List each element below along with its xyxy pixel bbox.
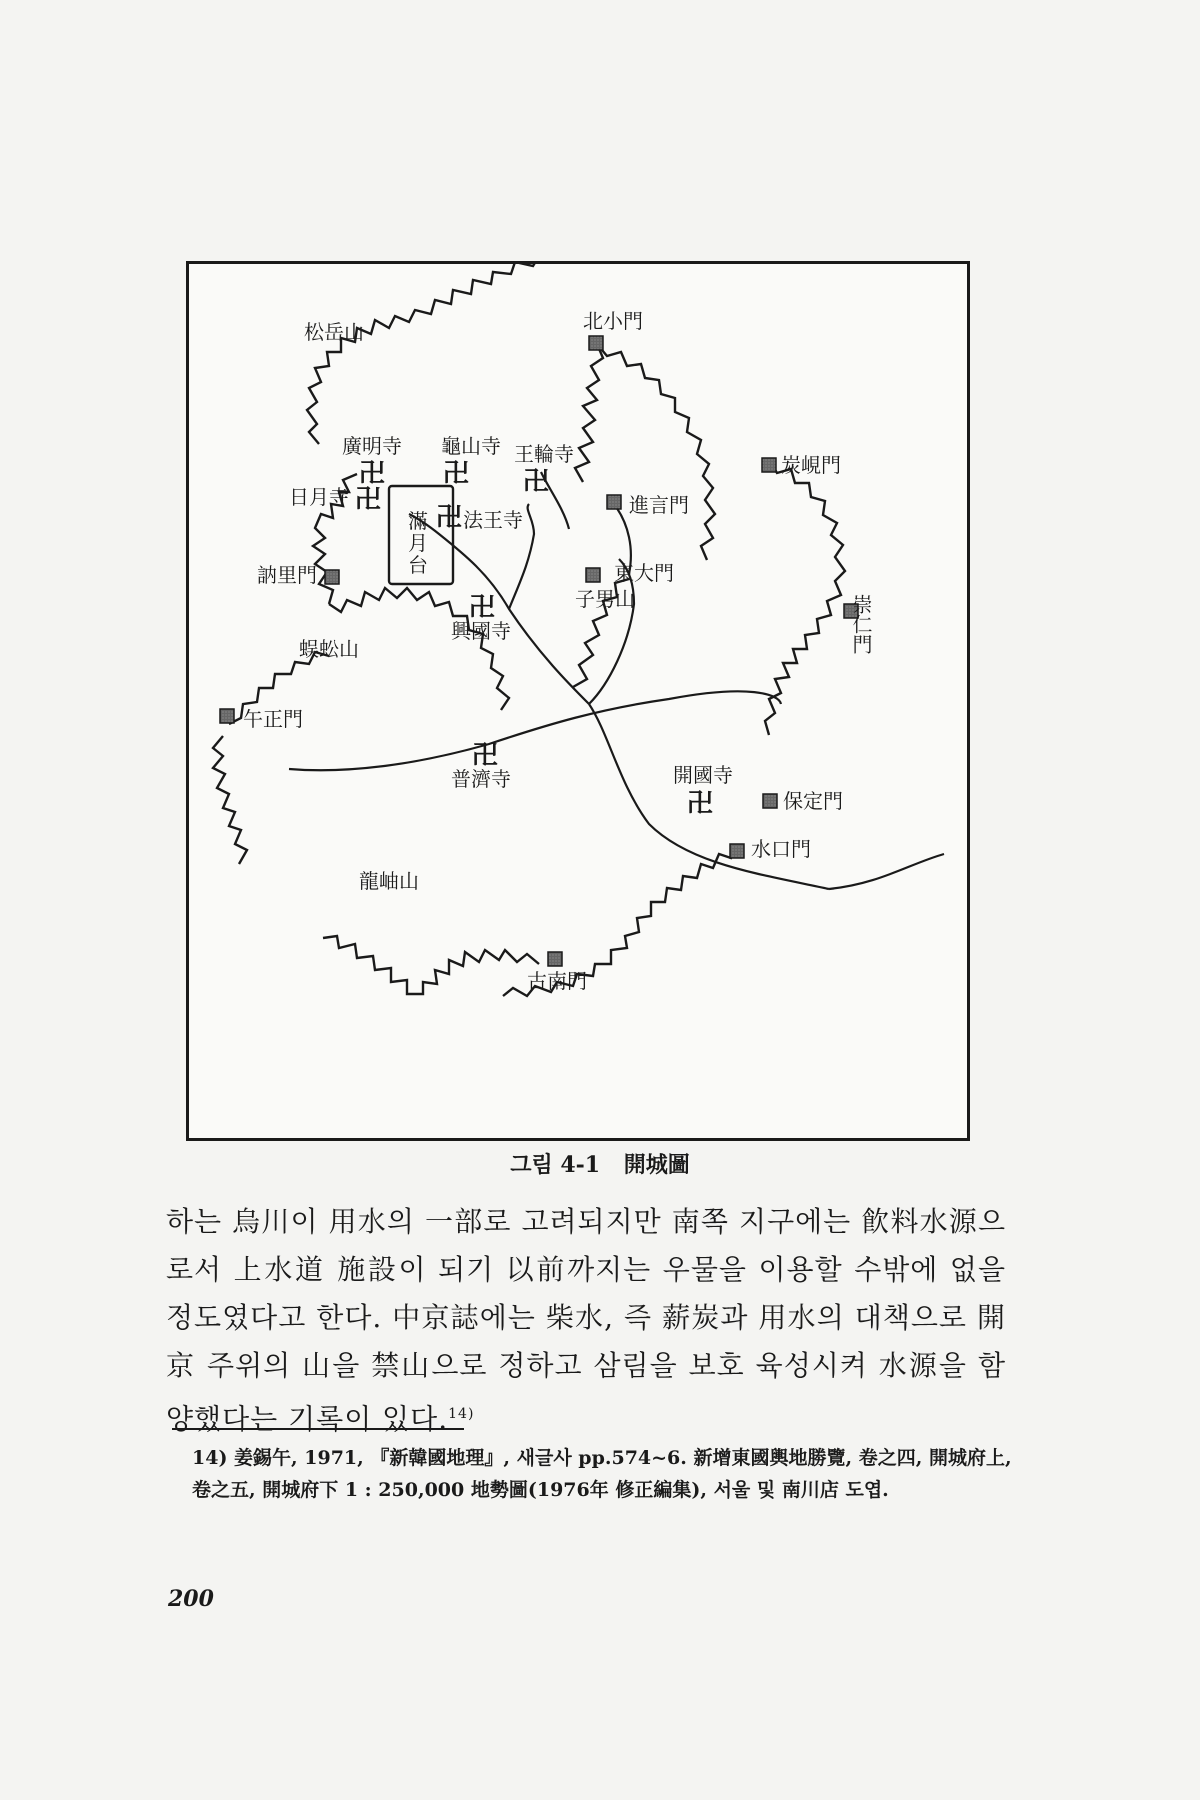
- gate-marker-bojimun: [763, 794, 777, 808]
- palace-char-1: 滿: [408, 509, 428, 533]
- temple-symbol-gaeguk: 卍: [687, 789, 714, 819]
- kaesong-map: [189, 264, 967, 1138]
- temple-symbol-wangnyun: 卍: [523, 467, 550, 497]
- body-paragraph-text: 하는 烏川이 用水의 一部로 고려되지만 南쪽 지구에는 飮料水源으로서 上水道 施設이 되기 以前까지는 우물을 이용할 수밖에 없을 정도였다고 한다. 中京誌에는 柴水, 즉 薪炭과 用水의 대책으로 開京 주위의 山을 禁山으로 정하고 삼림을 보호 육성시켜 水源을 함양했다는 기록이 있다.: [166, 1205, 1006, 1436]
- main-stream: [289, 691, 781, 770]
- label-tanhyeonmun: 炭峴門: [781, 453, 841, 477]
- footnote-divider: [172, 1428, 464, 1430]
- palace-char-2: 月: [408, 531, 428, 555]
- label-sugumun: 水口門: [751, 837, 811, 861]
- label-gonammun: 古南門: [527, 969, 587, 993]
- label-heungguk: 興國寺: [451, 619, 511, 643]
- label-wangnyun: 王輪寺: [514, 442, 574, 466]
- gate-marker-buksomun: [589, 336, 603, 350]
- figure-number: 그림 4-1: [510, 1152, 601, 1178]
- gate-marker-gonammun: [548, 952, 562, 966]
- label-buksomun: 北小門: [583, 309, 643, 333]
- body-paragraph: [166, 1198, 1006, 1443]
- label-janam: 子男山: [575, 587, 635, 611]
- footnote: 14) 姜錫午, 1971, 『新韓國地理』, 새글사 pp.574~6. 新增東國輿地勝覽, 卷之四, 開城府上, 卷之五, 開城府下 1 : 250,000 地勢圖(1976年 修正編集), 서울 및 南川店 도엽.: [192, 1447, 1012, 1501]
- temple-symbol-bojesa: 卍: [472, 741, 499, 771]
- stream-heungguk: [409, 514, 589, 704]
- figure-title: 開城圖: [623, 1152, 690, 1178]
- label-sungin-1: 崇仁門: [849, 594, 873, 654]
- label-nurimun: 訥里門: [257, 563, 317, 587]
- wall-north: [307, 264, 617, 444]
- wall-southwest: [213, 736, 247, 864]
- wall-northeast: [597, 344, 715, 560]
- label-yongsu: 龍岫山: [359, 869, 419, 893]
- palace-char-3: 台: [408, 553, 428, 577]
- temple-symbol-beopwang: 卍: [436, 503, 463, 533]
- label-gaeguk: 開國寺: [673, 763, 733, 787]
- stream-to-sugumun: [829, 854, 944, 889]
- label-gusan: 龜山寺: [441, 434, 501, 458]
- temple-symbol-gwangmyeong: 卍: [359, 459, 386, 489]
- label-dongdaemun: 東大門: [614, 561, 674, 585]
- label-songak: 松岳山: [304, 320, 364, 344]
- gate-marker-dongdaemun: [586, 568, 600, 582]
- label-beopwang: 法王寺: [463, 508, 523, 532]
- map-frame: [186, 261, 970, 1141]
- label-bojesa: 普濟寺: [451, 767, 511, 791]
- gate-marker-sugumun: [730, 844, 744, 858]
- outer-wall: [213, 264, 845, 996]
- page-number: 200: [168, 1586, 214, 1612]
- label-jineonmun: 進言門: [629, 493, 689, 517]
- label-irwol: 日月寺: [289, 485, 349, 509]
- footnote-reference: 14): [448, 1406, 475, 1422]
- temple-symbol-heungguk: 卍: [469, 593, 496, 623]
- wall-east: [765, 459, 845, 735]
- label-gwangmyeong: 廣明寺: [342, 434, 402, 458]
- label-bojimun: 保定門: [783, 789, 843, 813]
- figure-caption: [0, 1148, 1200, 1179]
- temple-symbol-gusan: 卍: [443, 459, 470, 489]
- label-ojong: 蜈蚣山: [299, 637, 359, 661]
- gate-marker-ojeongmun: [220, 709, 234, 723]
- gate-marker-jineonmun: [607, 495, 621, 509]
- label-ojeongmun: 午正門: [243, 707, 303, 731]
- gate-marker-tanhyeonmun: [762, 458, 776, 472]
- wall-south: [323, 936, 539, 994]
- streams: [289, 472, 944, 889]
- temple-symbol-irwol: 卍: [355, 485, 382, 515]
- wall-inner-north: [575, 344, 603, 482]
- gate-marker-nurimun: [325, 570, 339, 584]
